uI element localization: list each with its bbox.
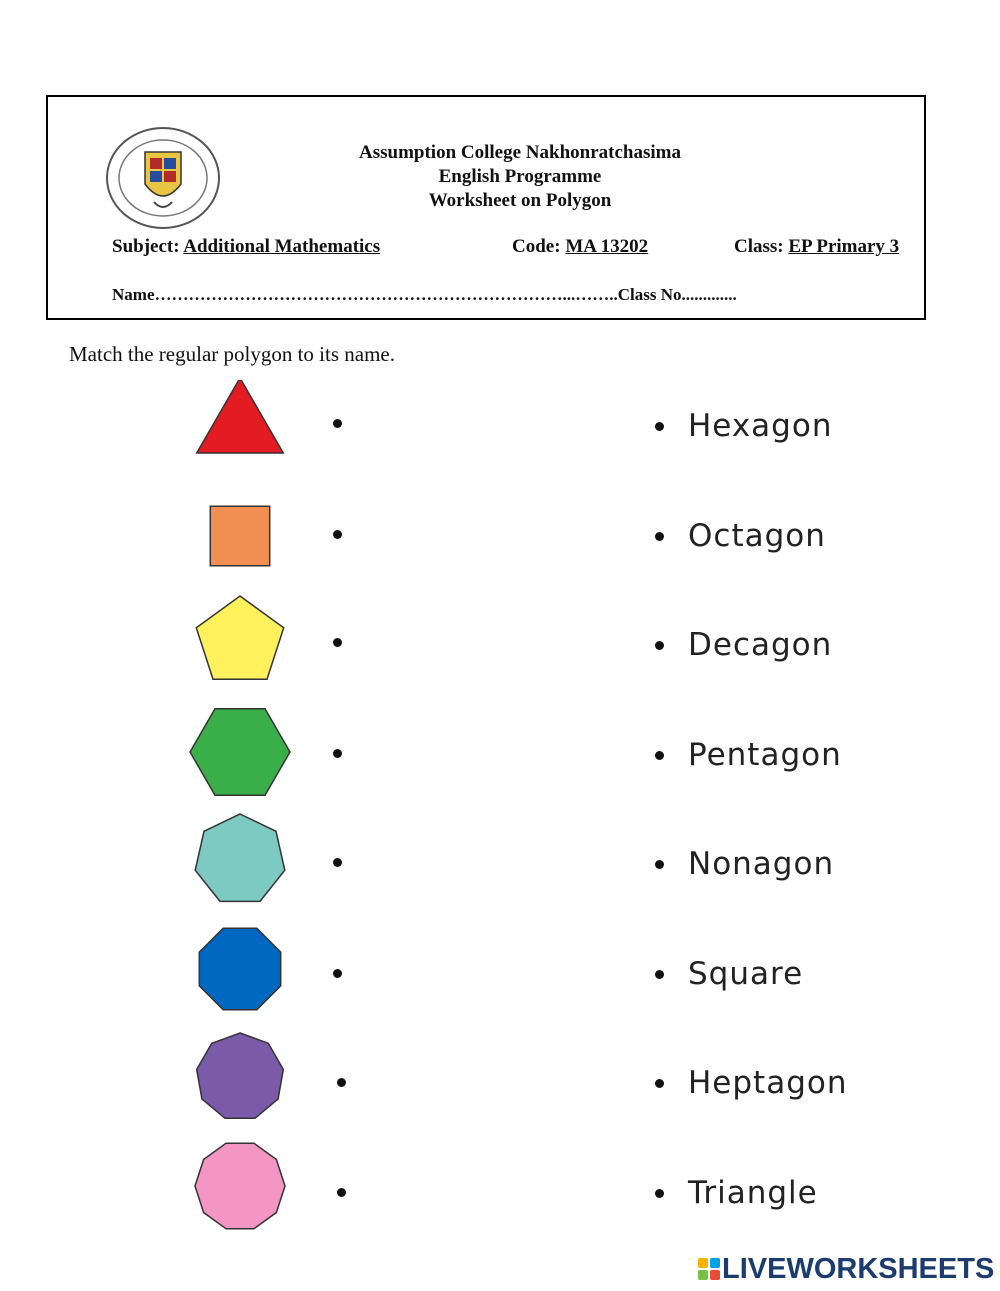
logo-square — [710, 1258, 720, 1268]
polygon-name-label: Triangle — [688, 1175, 818, 1211]
liveworksheets-logo-icon — [698, 1258, 720, 1280]
heptagon-shape — [195, 814, 285, 901]
brand-text: LIVEWORKSHEETS — [722, 1252, 995, 1285]
polygon-name-item[interactable] — [655, 952, 803, 996]
decagon-shape — [195, 1143, 285, 1229]
polygon-name-item[interactable] — [655, 514, 826, 558]
polygon-name-item[interactable] — [655, 1171, 818, 1215]
shape-match-dot[interactable] — [337, 1078, 346, 1087]
code-value: MA 13202 — [565, 236, 649, 257]
polygon-name-item[interactable] — [655, 404, 832, 448]
polygon-shapes — [180, 380, 310, 1240]
subject-field — [112, 236, 380, 258]
polygon-name-item[interactable] — [655, 623, 832, 667]
polygon-name-label: Square — [688, 956, 804, 992]
shape-match-dot[interactable] — [333, 638, 342, 647]
shape-match-dot[interactable] — [333, 858, 342, 867]
name-match-dot[interactable] — [655, 641, 664, 650]
nonagon-shape — [197, 1033, 284, 1118]
name-match-dot[interactable] — [655, 1189, 664, 1198]
square-shape — [210, 506, 269, 565]
hexagon-shape — [190, 709, 290, 796]
shape-match-dot[interactable] — [337, 1188, 346, 1197]
name-match-dot[interactable] — [655, 751, 664, 760]
name-line[interactable]: Name………………………………………………………………...……..Class No............. — [112, 285, 737, 304]
shape-match-dot[interactable] — [333, 530, 342, 539]
shape-match-dot[interactable] — [333, 749, 342, 758]
programme-name: English Programme — [438, 166, 602, 187]
polygon-name-label: Octagon — [688, 518, 826, 554]
polygon-name-item[interactable] — [655, 842, 834, 886]
polygon-name-label: Heptagon — [688, 1065, 848, 1101]
shape-match-dot[interactable] — [333, 969, 342, 978]
polygon-name-label: Pentagon — [688, 737, 842, 773]
liveworksheets-brand — [698, 1252, 994, 1286]
logo-square — [698, 1258, 708, 1268]
instruction-text: Match the regular polygon to its name. — [69, 342, 396, 366]
name-match-dot[interactable] — [655, 970, 664, 979]
subject-label: Subject: — [112, 236, 180, 257]
logo-square — [698, 1270, 708, 1280]
octagon-shape — [199, 928, 280, 1009]
logo-square — [710, 1270, 720, 1280]
school-name: Assumption College Nakhonratchasima — [359, 142, 681, 163]
subject-value: Additional Mathematics — [183, 236, 381, 257]
polygon-name-label: Nonagon — [688, 846, 835, 882]
class-value: EP Primary 3 — [788, 236, 900, 257]
polygon-name-label: Decagon — [688, 627, 833, 663]
name-match-dot[interactable] — [655, 1079, 664, 1088]
shape-match-dot[interactable] — [333, 419, 342, 428]
class-label: Class: — [734, 236, 784, 257]
polygon-name-item[interactable] — [655, 733, 842, 777]
class-field — [734, 236, 899, 258]
code-field — [512, 236, 648, 258]
code-label: Code: — [512, 236, 561, 257]
triangle-shape — [197, 380, 284, 453]
name-match-dot[interactable] — [655, 422, 664, 431]
school-seal-logo — [104, 126, 222, 230]
name-match-dot[interactable] — [655, 860, 664, 869]
pentagon-shape — [196, 596, 283, 679]
name-match-dot[interactable] — [655, 532, 664, 541]
polygon-name-item[interactable] — [655, 1061, 848, 1105]
polygon-name-label: Hexagon — [688, 408, 833, 444]
worksheet-title: Worksheet on Polygon — [428, 190, 612, 211]
